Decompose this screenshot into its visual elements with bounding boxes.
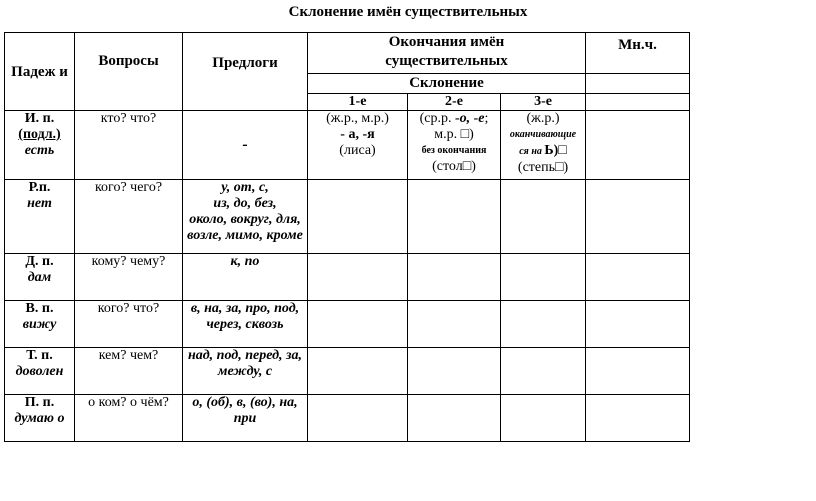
ending-example: (степь□) — [517, 160, 569, 175]
prepositions-cell: - — [183, 111, 308, 180]
table-row — [5, 111, 690, 180]
ending-suffix: Ь)□ — [544, 143, 567, 158]
page-title: Склонение имён существительных — [288, 4, 528, 20]
ending-text: (ж.р., м.р.) — [326, 111, 389, 126]
ending-decl-1 — [308, 111, 408, 180]
preposition-line: о, (об), в, (во), на, — [192, 395, 298, 410]
preposition-line: в, на, за, про, под, — [190, 301, 300, 316]
preposition-line: при — [233, 411, 257, 426]
ending-example: (стол□) — [432, 159, 476, 174]
ending-decl-2 — [408, 180, 501, 254]
case-abbr-subject: (подл.) — [18, 127, 61, 142]
case-abbr: Т. п. — [26, 348, 53, 363]
questions-cell: о ком? о чём? — [75, 395, 183, 442]
ending-decl-1 — [308, 301, 408, 348]
header-prepositions: Предлоги — [183, 33, 308, 111]
ending-decl-3 — [501, 254, 586, 301]
case-abbr: П. п. — [24, 395, 55, 410]
case-abbr: И. п. — [24, 111, 55, 126]
preposition-line: около, вокруг, для, — [189, 212, 301, 227]
plural-cell — [586, 301, 690, 348]
ending-text: (ср.р. — [419, 111, 455, 126]
case-word: есть — [24, 143, 55, 158]
plural-cell — [586, 180, 690, 254]
case-cell — [5, 395, 75, 442]
prepositions-cell — [183, 301, 308, 348]
case-cell — [5, 254, 75, 301]
case-abbr: Д. п. — [25, 254, 54, 269]
ending-text: (ж.р.) — [526, 111, 560, 126]
table-row — [5, 348, 690, 395]
case-word: доволен — [15, 364, 64, 379]
ending-decl-3 — [501, 348, 586, 395]
ending-decl-2 — [408, 395, 501, 442]
ending-decl-3 — [501, 111, 586, 180]
table-row — [5, 254, 690, 301]
case-cell — [5, 111, 75, 180]
preposition-line: над, под, перед, за, — [187, 348, 303, 363]
preposition-line: между, с — [217, 364, 273, 379]
header-endings — [308, 33, 586, 74]
table-row — [5, 395, 690, 442]
preposition-line: возле, мимо, кроме — [187, 228, 303, 243]
header-questions: Вопросы — [75, 33, 183, 111]
questions-cell: кто? что? — [75, 111, 183, 180]
header-case: Падеж и — [5, 33, 75, 111]
ending-note: оканчивающие — [509, 129, 577, 140]
case-word: дам — [27, 270, 52, 285]
ending-example: (лиса) — [339, 143, 376, 158]
ending-decl-2 — [408, 254, 501, 301]
ending-note: без окончания — [421, 145, 487, 156]
case-word: нет — [27, 196, 52, 211]
declension-table — [4, 32, 690, 442]
table-row — [5, 301, 690, 348]
preposition-line: у, от, с, — [221, 180, 269, 195]
empty-cell — [586, 94, 690, 111]
header-endings-line2: существительных — [385, 53, 508, 69]
ending-decl-1 — [308, 254, 408, 301]
header-declension: Склонение — [308, 74, 586, 94]
prepositions-cell — [183, 180, 308, 254]
ending-text: ; — [484, 111, 489, 126]
ending-suffix: -о, -е — [454, 111, 485, 126]
questions-cell: кому? чему? — [75, 254, 183, 301]
ending-decl-3 — [501, 301, 586, 348]
case-cell — [5, 348, 75, 395]
ending-decl-2 — [408, 301, 501, 348]
case-word: вижу — [22, 317, 57, 332]
ending-text: м.р. □) — [434, 127, 474, 142]
header-endings-line1: Окончания имён — [388, 34, 505, 50]
case-abbr: В. п. — [25, 301, 54, 316]
questions-cell: кем? чем? — [75, 348, 183, 395]
header-plural: Мн.ч. — [586, 33, 690, 74]
plural-cell — [586, 111, 690, 180]
ending-note: ся на — [519, 146, 545, 157]
ending-decl-3 — [501, 180, 586, 254]
preposition-line: через, сквозь — [206, 317, 284, 332]
ending-decl-1 — [308, 180, 408, 254]
case-cell — [5, 180, 75, 254]
prepositions-cell — [183, 348, 308, 395]
header-decl-2: 2-е — [408, 94, 501, 111]
plural-cell — [586, 395, 690, 442]
case-word: думаю о — [14, 411, 65, 426]
plural-cell — [586, 254, 690, 301]
questions-cell: кого? что? — [75, 301, 183, 348]
ending-decl-2 — [408, 348, 501, 395]
questions-cell: кого? чего? — [75, 180, 183, 254]
ending-suffix: - а, -я — [340, 127, 375, 142]
ending-decl-1 — [308, 395, 408, 442]
case-cell — [5, 301, 75, 348]
plural-cell — [586, 348, 690, 395]
header-decl-1: 1-е — [308, 94, 408, 111]
ending-decl-1 — [308, 348, 408, 395]
preposition-line: из, до, без, — [213, 196, 277, 211]
ending-decl-2 — [408, 111, 501, 180]
table-row — [5, 180, 690, 254]
case-abbr: Р.п. — [28, 180, 51, 195]
prepositions-cell: к, по — [183, 254, 308, 301]
empty-cell — [586, 74, 690, 94]
ending-decl-3 — [501, 395, 586, 442]
header-decl-3: 3-е — [501, 94, 586, 111]
prepositions-cell — [183, 395, 308, 442]
